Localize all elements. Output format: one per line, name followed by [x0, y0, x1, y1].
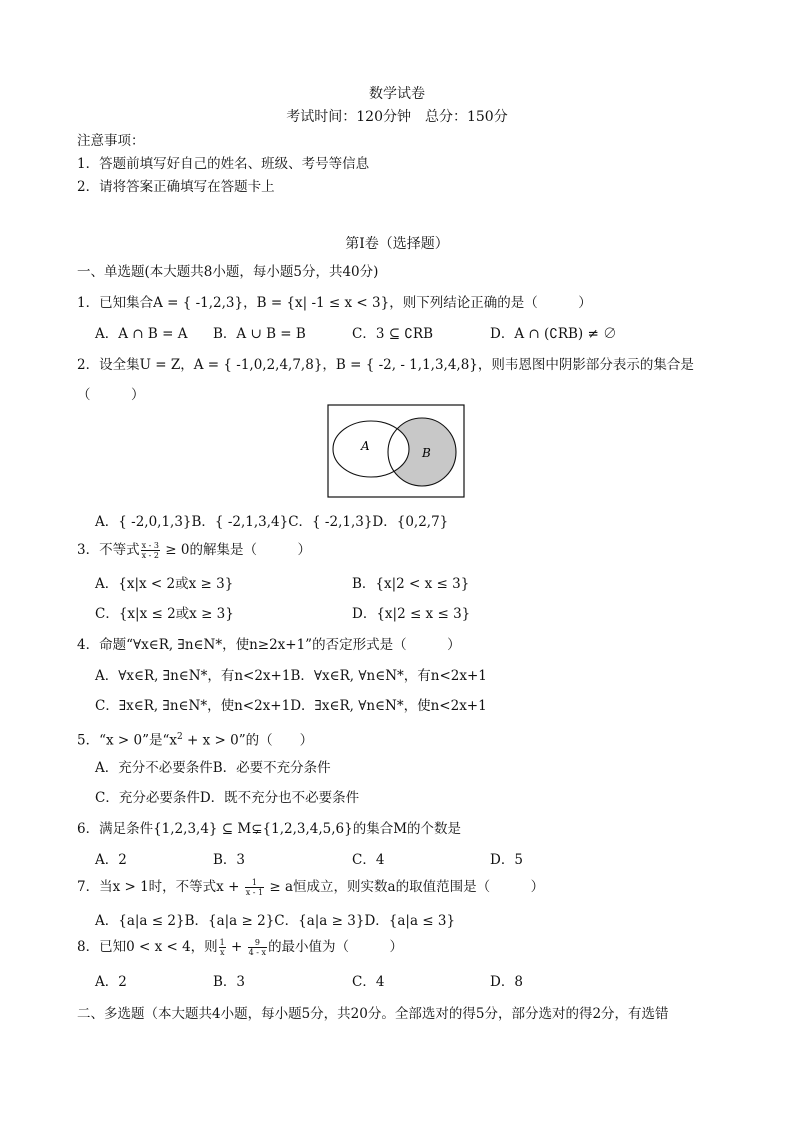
q5-option-a: A．充分不必要条件: [95, 760, 213, 776]
q5-stem-prefix: 5．“x > 0”是“x: [77, 732, 178, 749]
q4-option-d: D．∃x∈R, ∀n∈N*，使n<2x+1: [290, 698, 487, 714]
q6-option-b: B．3: [213, 852, 246, 868]
q2-stem-cont: （ ）: [77, 387, 145, 403]
exam-subtitle: 考试时间：120分钟 总分：150分: [286, 109, 508, 125]
q8-plus: +: [226, 939, 247, 955]
note-item-2: 2．请将答案正确填写在答题卡上: [77, 179, 275, 195]
q3-stem-prefix: 3．不等式: [77, 542, 140, 558]
q3-fraction: [141, 541, 160, 560]
q2-options: [95, 513, 448, 531]
q7-stem: [77, 878, 544, 897]
notes-heading: 注意事项：: [77, 133, 145, 149]
q8-option-a: A．2: [95, 974, 127, 990]
q8-option-c: C．4: [352, 974, 385, 990]
q3-option-c: C．{x|x ≤ 2或x ≥ 3}: [95, 606, 234, 622]
q7-option-c: C．{a|a ≥ 3}: [274, 913, 365, 929]
q3-option-d: D．{x|2 ≤ x ≤ 3}: [352, 606, 471, 622]
note-item-1: 1．答题前填写好自己的姓名、班级、考号等信息: [77, 156, 370, 172]
section2-heading: 二、多选题（本大题共4小题，每小题5分，共20分。全部选对的得5分，部分选对的得2分，有选错: [77, 1006, 669, 1022]
q8-stem: [77, 938, 403, 957]
venn-diagram: [327, 404, 466, 499]
q7-option-a: A．{a|a ≤ 2}: [95, 913, 185, 929]
q1-option-a: A．A ∩ B = A: [95, 326, 188, 342]
q5-option-c: C．充分必要条件: [95, 790, 200, 806]
q5-exponent: 2: [177, 732, 183, 742]
q2-option-b: B．{ -2,1,3,4}: [191, 514, 289, 530]
q6-option-c: C．4: [352, 852, 385, 868]
q8-fraction-2: [248, 938, 267, 957]
q7-frac-den: x - 1: [245, 888, 264, 897]
q3-frac-num: x - 3: [141, 541, 159, 550]
q1-option-d: D．A ∩ (∁RB) ≠ ∅: [490, 326, 617, 342]
q7-stem-prefix: 7．当x > 1时，不等式x +: [77, 879, 244, 895]
q3-stem-suffix: ≥ 0的解集是（ ）: [160, 542, 311, 558]
q2-option-d: D．{0,2,7}: [372, 514, 449, 530]
q7-option-b: B．{a|a ≥ 2}: [184, 913, 275, 929]
q5-options-row1: [95, 759, 331, 777]
section1-heading: 一、单选题(本大题共8小题，每小题5分，共40分): [77, 264, 379, 280]
q8-frac1-num: 1: [219, 938, 225, 947]
q3-stem: [77, 541, 311, 560]
q6-option-d: D．5: [490, 852, 523, 868]
q5-option-d: D．既不充分也不必要条件: [199, 790, 360, 806]
q2-option-a: A．{ -2,0,1,3}: [95, 514, 192, 530]
q6-stem: 6．满足条件{1,2,3,4} ⊆ M⊊{1,2,3,4,5,6}的集合M的个数是: [77, 821, 462, 837]
q8-stem-suffix: 的最小值为（ ）: [268, 939, 404, 955]
q8-option-b: B．3: [213, 974, 246, 990]
q2-stem: 2．设全集U = Z，A = { -1,0,2,4,7,8}，B = { -2, - 1,1,3,4,8}，则韦恩图中阴影部分表示的集合是: [77, 357, 694, 373]
q1-option-b: B．A ∪ B = B: [213, 326, 306, 342]
q5-stem: [77, 728, 313, 750]
q5-option-b: B．必要不充分条件: [212, 760, 331, 776]
q3-option-a: A．{x|x < 2或x ≥ 3}: [95, 576, 234, 592]
q4-stem: 4．命题“∀x∈R, ∃n∈N*，使n≥2x+1”的否定形式是（ ）: [77, 637, 461, 653]
q5-stem-suffix: + x > 0”的（ ）: [182, 732, 314, 749]
q4-option-b: B．∀x∈R, ∀n∈N*，有n<2x+1: [290, 668, 487, 684]
venn-label-b: B: [422, 446, 431, 460]
q1-option-c: C．3 ⊆ ∁RB: [352, 326, 433, 342]
q4-options-row2: [95, 697, 487, 715]
q8-stem-prefix: 8．已知0 < x < 4，则: [77, 939, 218, 955]
q4-option-a: A．∀x∈R, ∃n∈N*，有n<2x+1: [95, 668, 291, 684]
q8-fraction-1: [219, 938, 226, 957]
q7-stem-suffix: ≥ a恒成立，则实数a的取值范围是（ ）: [265, 879, 545, 895]
q2-option-c: C．{ -2,1,3}: [288, 514, 373, 530]
q7-frac-num: 1: [245, 878, 264, 888]
q8-frac1-den: x: [219, 948, 225, 957]
q3-frac-den: x - 2: [141, 551, 159, 560]
q7-option-d: D．{a|a ≤ 3}: [364, 913, 456, 929]
q3-option-b: B．{x|2 < x ≤ 3}: [352, 576, 470, 592]
q4-option-c: C．∃x∈R, ∃n∈N*，使n<2x+1: [95, 698, 291, 714]
q7-fraction: [245, 878, 264, 897]
q8-frac2-den: 4 - x: [248, 948, 267, 957]
q6-option-a: A．2: [95, 852, 127, 868]
venn-label-a: A: [361, 439, 370, 453]
exam-title: 数学试卷: [369, 86, 425, 102]
q8-option-d: D．8: [490, 974, 523, 990]
q8-frac2-num: 9: [248, 938, 267, 948]
q4-options-row1: [95, 667, 487, 685]
q7-options: [95, 912, 455, 930]
part1-title: 第I卷（选择题）: [345, 236, 449, 252]
q5-options-row2: [95, 789, 359, 807]
q1-stem: 1．已知集合A = { -1,2,3}，B = {x| -1 ≤ x < 3}，则下列结论正确的是（ ）: [77, 295, 592, 311]
